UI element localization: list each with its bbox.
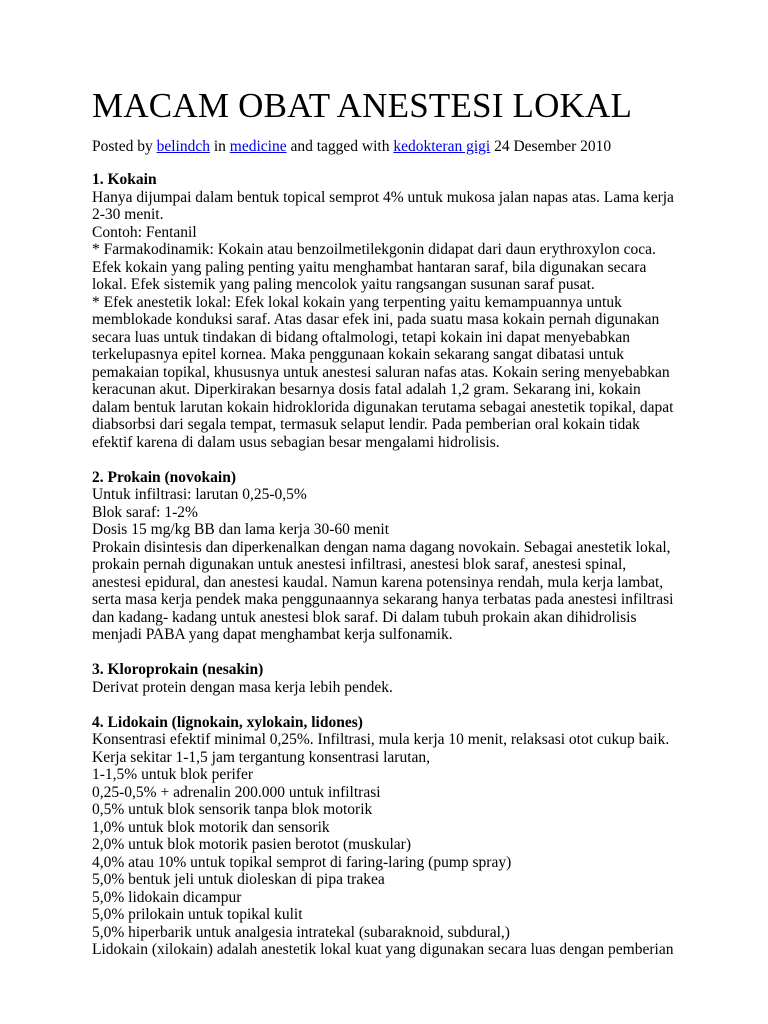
text-line: Dosis 15 mg/kg BB dan lama kerja 30-60 menit (92, 521, 390, 538)
post-meta (92, 137, 611, 157)
text-line: efektif karena di dalam usus sebagian besar mengalami hidrolisis. (92, 433, 500, 451)
text-line: Efek kokain yang paling penting yaitu menghambat hantaran saraf, bila digunakan secara (92, 258, 647, 276)
section-heading: 4. Lidokain (lignokain, xylokain, lidones) (92, 713, 363, 731)
text-line: dan kadang- kadang untuk anestesi blok saraf. Di dalam tubuh prokain akan dihidrolisis (92, 608, 637, 626)
text-line: prokain pernah digunakan untuk anestesi infiltrasi, anestesi blok saraf, anestesi spinal, (92, 556, 627, 573)
text-line: Lidokain (xilokain) adalah anestetik lokal kuat yang digunakan secara luas dengan pemberian (92, 941, 674, 958)
text-line: Hanya dijumpai dalam bentuk topical semprot 4% untuk mukosa jalan napas atas. Lama kerja (92, 188, 674, 206)
category-link[interactable]: medicine (229, 138, 287, 155)
text-line: anestesi epidural, dan anestesi kaudal. Namun karena potensinya rendah, mula kerja lambat, (92, 573, 664, 591)
text-line: Untuk infiltrasi: larutan 0,25-0,5% (92, 486, 307, 503)
text-line: 2,0% untuk blok motorik pasien berotot (muskular) (92, 836, 411, 853)
text-line: menjadi PABA yang dapat menghambat kerja sulfonamik. (92, 626, 453, 643)
text-line: 5,0% prilokain untuk topikal kulit (92, 906, 303, 923)
text-line: pemakaian topikal, khususnya untuk anestesi saluran nafas atas. Kokain sering menyebabkan (92, 363, 670, 381)
text-line: * Efek anestetik lokal: Efek lokal kokain yang terpenting yaitu kemampuannya untuk (92, 293, 622, 311)
posted-by-text: Posted by (92, 138, 157, 155)
text-line: diabsorbsi dari segala tempat, termasuk selaput lendir. Pada pemberian oral kokain tidak (92, 416, 640, 433)
text-line: 5,0% bentuk jeli untuk dioleskan di pipa trakea (92, 871, 385, 888)
author-link[interactable]: belindch (156, 138, 210, 155)
text-line: secara luas untuk tindakan di bidang oftalmologi, tetapi kokain ini dapat menyebabkan (92, 328, 631, 346)
text-line: 5,0% hiperbarik untuk analgesia intratekal (subaraknoid, subdural,) (92, 923, 510, 941)
text-line: terkelupasnya epitel kornea. Maka penggunaan kokain sekarang sangat dibatasi untuk (92, 346, 624, 363)
text-line: Konsentrasi efektif minimal 0,25%. Infiltrasi, mula kerja 10 menit, relaksasi otot cukup baik. (92, 731, 670, 748)
in-text: in (209, 138, 230, 155)
article-body (92, 171, 692, 959)
tagged-text: and tagged with (286, 138, 394, 155)
paragraph-gap (92, 644, 692, 662)
text-line: 2-30 menit. (92, 206, 164, 223)
text-line: 4,0% atau 10% untuk topikal semprot di faring-laring (pump spray) (92, 853, 512, 871)
text-line: serta masa kerja pendek maka penggunaannya sekarang hanya terbatas pada anestesi infiltrasi (92, 591, 674, 608)
text-line: Prokain disintesis dan diperkenalkan dengan nama dagang novokain. Sebagai anestetik lokal, (92, 538, 671, 556)
text-line: Derivat protein dengan masa kerja lebih pendek. (92, 678, 393, 696)
text-line: Kerja sekitar 1-1,5 jam tergantung konsentrasi larutan, (92, 748, 431, 766)
section-heading: 3. Kloroprokain (nesakin) (92, 661, 264, 678)
text-line: 0,5% untuk blok sensorik tanpa blok motorik (92, 801, 373, 818)
text-line: 0,25-0,5% + adrenalin 200.000 untuk infiltrasi (92, 783, 381, 801)
tag-link[interactable]: kedokteran gigi (393, 138, 491, 155)
paragraph-gap (92, 451, 692, 469)
text-line: memblokade konduksi saraf. Atas dasar efek ini, pada suatu masa kokain pernah digunakan (92, 311, 660, 328)
text-line: dalam bentuk larutan kokain hidroklorida digunakan terutama sebagai anestetik topikal, dapat (92, 398, 674, 416)
post-date: 24 Desember 2010 (490, 138, 612, 155)
paragraph-gap (92, 696, 692, 714)
text-line: keracunan akut. Diperkirakan besarnya dosis fatal adalah 1,2 gram. Sekarang ini, kokain (92, 381, 641, 398)
text-line: 5,0% lidokain dicampur (92, 888, 242, 906)
text-line: lokal. Efek sistemik yang paling mencolok yaitu rangsangan susunan saraf pusat. (92, 276, 595, 293)
page-title: MACAM OBAT ANESTESI LOKAL (92, 86, 633, 125)
text-line: * Farmakodinamik: Kokain atau benzoilmetilekgonin didapat dari daun erythroxylon coca. (92, 241, 656, 258)
section-heading: 2. Prokain (novokain) (92, 468, 236, 486)
text-line: Blok saraf: 1-2% (92, 503, 198, 521)
text-line: 1-1,5% untuk blok perifer (92, 766, 253, 783)
text-line: Contoh: Fentanil (92, 223, 197, 241)
text-line: 1,0% untuk blok motorik dan sensorik (92, 818, 330, 836)
section-heading: 1. Kokain (92, 171, 157, 188)
